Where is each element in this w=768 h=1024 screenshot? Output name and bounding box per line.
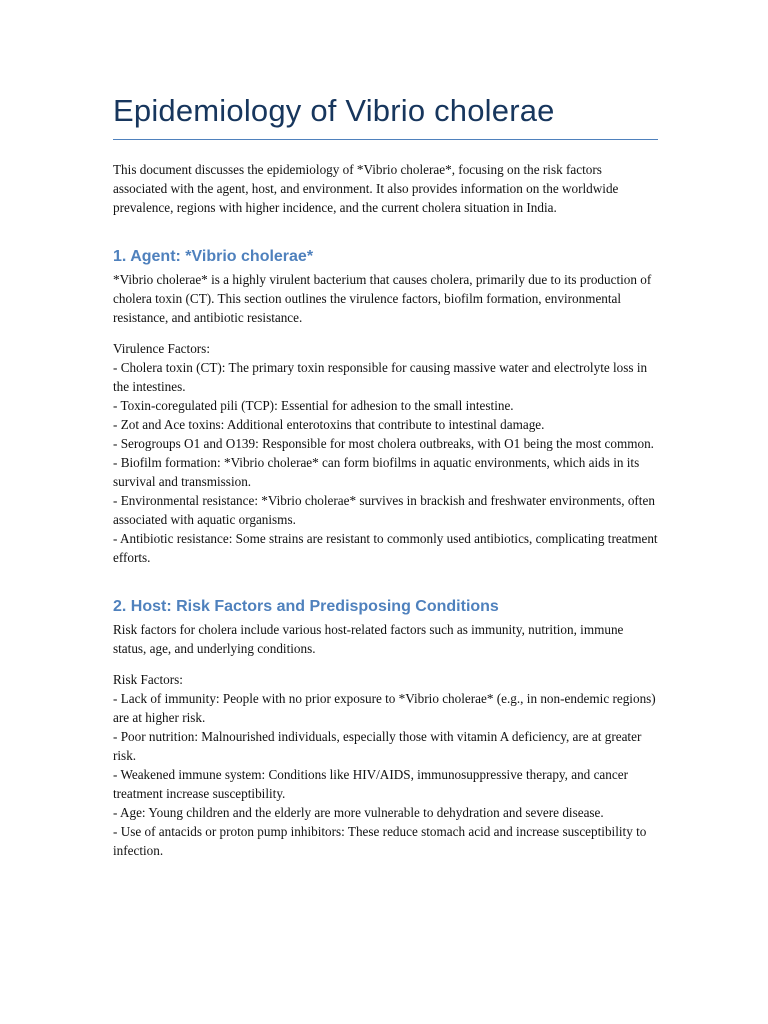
section-heading-agent: 1. Agent: *Vibrio cholerae*: [113, 247, 314, 265]
list-item: - Use of antacids or proton pump inhibitors: These reduce stomach acid and increase susceptibility to infection.: [113, 823, 647, 858]
risk-factors-list: [113, 689, 658, 860]
document-page: [113, 92, 658, 860]
list-item: - Poor nutrition: Malnourished individuals, especially those with vitamin A deficiency, are at greater risk.: [113, 728, 642, 763]
virulence-factors-list: [113, 358, 658, 567]
page-title: Epidemiology of Vibrio cholerae: [113, 92, 658, 140]
virulence-factors-label: Virulence Factors:: [113, 340, 210, 356]
list-item: - Lack of immunity: People with no prior exposure to *Vibrio cholerae* (e.g., in non-endemic regions) are at higher risk.: [113, 690, 656, 725]
list-item: - Toxin-coregulated pili (TCP): Essential for adhesion to the small intestine.: [113, 397, 514, 413]
list-item: - Age: Young children and the elderly are more vulnerable to dehydration and severe disease.: [113, 804, 604, 820]
list-item: - Zot and Ace toxins: Additional enterotoxins that contribute to intestinal damage.: [113, 416, 545, 432]
risk-factors-label: Risk Factors:: [113, 671, 183, 687]
host-paragraph: Risk factors for cholera include various host-related factors such as immunity, nutrition, immune status, age, and underlying conditions.: [113, 621, 624, 656]
list-item: - Weakened immune system: Conditions like HIV/AIDS, immunosuppressive therapy, and cancer treatment increase susceptibility.: [113, 766, 628, 801]
section-heading-host: 2. Host: Risk Factors and Predisposing Conditions: [113, 597, 499, 615]
list-item: - Cholera toxin (CT): The primary toxin responsible for causing massive water and electrolyte loss in the intestines.: [113, 359, 648, 394]
agent-paragraph: *Vibrio cholerae* is a highly virulent bacterium that causes cholera, primarily due to its production of cholera toxin (CT). This section outlines the virulence factors, biofilm formation, environmental resistance, and antibiotic resistance.: [113, 271, 652, 325]
list-item: - Serogroups O1 and O139: Responsible for most cholera outbreaks, with O1 being the most common.: [113, 435, 654, 451]
list-item: - Environmental resistance: *Vibrio cholerae* survives in brackish and freshwater environments, often associated with aquatic organisms.: [113, 492, 655, 527]
intro-paragraph: This document discusses the epidemiology of *Vibrio cholerae*, focusing on the risk factors associated with the agent, host, and environment. It also provides information on the worldwide prevalence, regions with higher incidence, and the current cholera situation in India.: [113, 161, 619, 215]
list-item: - Biofilm formation: *Vibrio cholerae* can form biofilms in aquatic environments, which aids in its survival and transmission.: [113, 454, 640, 489]
list-item: - Antibiotic resistance: Some strains are resistant to commonly used antibiotics, complicating treatment efforts.: [113, 530, 658, 565]
